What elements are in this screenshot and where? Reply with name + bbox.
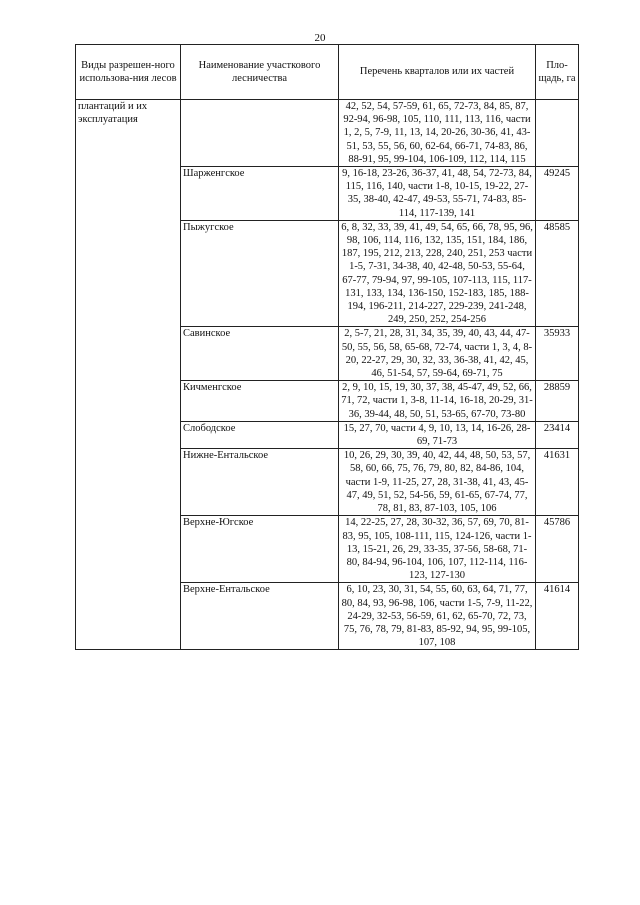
area-cell: 35933: [536, 327, 579, 381]
quarters-cell: 15, 27, 70, части 4, 9, 10, 13, 14, 16-26, 28-69, 71-73: [339, 421, 536, 448]
forestry-name-cell: Слободское: [181, 421, 339, 448]
page-number: 20: [314, 32, 326, 44]
quarters-cell: 2, 9, 10, 15, 19, 30, 37, 38, 45-47, 49, 52, 66, 71, 72, части 1, 3-8, 11-14, 16-18, 20-29, 31-36, 39-44, 48, 50, 51, 53-65, 67-70, 73-80: [339, 381, 536, 422]
quarters-cell: 42, 52, 54, 57-59, 61, 65, 72-73, 84, 85, 87, 92-94, 96-98, 105, 110, 111, 113, 116, части 1, 2, 5, 7-9, 11, 13, 14, 20-26, 30-36, 41, 43-51, 53, 55, 56, 60, 62-64, 66-71, 74-83, 86, 88-91, 95, 99-104, 106-109, 112, 114, 115: [339, 100, 536, 167]
area-cell: [536, 100, 579, 167]
forestry-name-cell: [181, 100, 339, 167]
table-header-row: [76, 45, 579, 100]
header-forestry-name: Наименование участкового лесничества: [181, 45, 339, 100]
forestry-name-cell: Савинское: [181, 327, 339, 381]
area-cell: 45786: [536, 516, 579, 583]
forestry-name-cell: Шарженгское: [181, 167, 339, 221]
area-cell: 28859: [536, 381, 579, 422]
area-cell: 41631: [536, 449, 579, 516]
header-area: Пло-щадь, га: [536, 45, 579, 100]
quarters-cell: 2, 5-7, 21, 28, 31, 34, 35, 39, 40, 43, 44, 47-50, 55, 56, 58, 65-68, 72-74, части 1, 3, 4, 8-20, 22-27, 29, 30, 32, 33, 36-38, 41, 42, 45, 46, 51-54, 57, 59-64, 69-71, 75: [339, 327, 536, 381]
area-cell: 48585: [536, 220, 579, 327]
quarters-cell: 10, 26, 29, 30, 39, 40, 42, 44, 48, 50, 53, 57, 58, 60, 66, 75, 76, 79, 80, 82, 84-86, 104, части 1-9, 11-25, 27, 28, 31-38, 41, 43, 45-47, 49, 51, 52, 54-56, 59, 61-65, 67-74, 77, 78, 81, 83, 87-103, 105, 106: [339, 449, 536, 516]
use-type-cell: плантаций и их эксплуатация: [76, 100, 181, 650]
forestry-name-cell: Пыжугское: [181, 220, 339, 327]
forestry-name-cell: Нижне-Ентальское: [181, 449, 339, 516]
quarters-cell: 6, 10, 23, 30, 31, 54, 55, 60, 63, 64, 71, 77, 80, 84, 93, 96-98, 106, части 1-5, 7-9, 11-22, 24-29, 32-53, 56-59, 61, 62, 65-70, 72, 73, 75, 76, 78, 79, 81-83, 85-92, 94, 95, 99-105, 107, 108: [339, 583, 536, 650]
table-row: [76, 100, 579, 167]
forest-use-table: [75, 44, 579, 650]
area-cell: 41614: [536, 583, 579, 650]
forestry-name-cell: Кичменгское: [181, 381, 339, 422]
quarters-cell: 14, 22-25, 27, 28, 30-32, 36, 57, 69, 70, 81-83, 95, 105, 108-111, 115, 124-126, части 1-13, 15-21, 26, 29, 33-35, 37-56, 58-68, 71-80, 84-94, 96-104, 106, 107, 112-114, 116-123, 127-130: [339, 516, 536, 583]
forestry-name-cell: Верхне-Югское: [181, 516, 339, 583]
quarters-cell: 9, 16-18, 23-26, 36-37, 41, 48, 54, 72-73, 84, 115, 116, 140, части 1-8, 10-15, 19-22, 27-35, 38-40, 42-47, 49-53, 55-71, 74-83, 85-114, 117-139, 141: [339, 167, 536, 221]
area-cell: 23414: [536, 421, 579, 448]
header-use-type: Виды разрешен-ного использова-ния лесов: [76, 45, 181, 100]
quarters-cell: 6, 8, 32, 33, 39, 41, 49, 54, 65, 66, 78, 95, 96, 98, 106, 114, 116, 132, 135, 151, 184, 186, 187, 195, 212, 213, 228, 240, 251, 253 части 1-5, 7-31, 34-38, 40, 42-48, 50-53, 55-64, 67-77, 79-94, 97, 99-105, 107-113, 115, 117-131, 133, 134, 136-150, 152-183, 185, 188-194, 196-211, 214-227, 229-239, 241-248, 249, 250, 252, 254-256: [339, 220, 536, 327]
forestry-name-cell: Верхне-Ентальское: [181, 583, 339, 650]
area-cell: 49245: [536, 167, 579, 221]
header-quarters-list: Перечень кварталов или их частей: [339, 45, 536, 100]
